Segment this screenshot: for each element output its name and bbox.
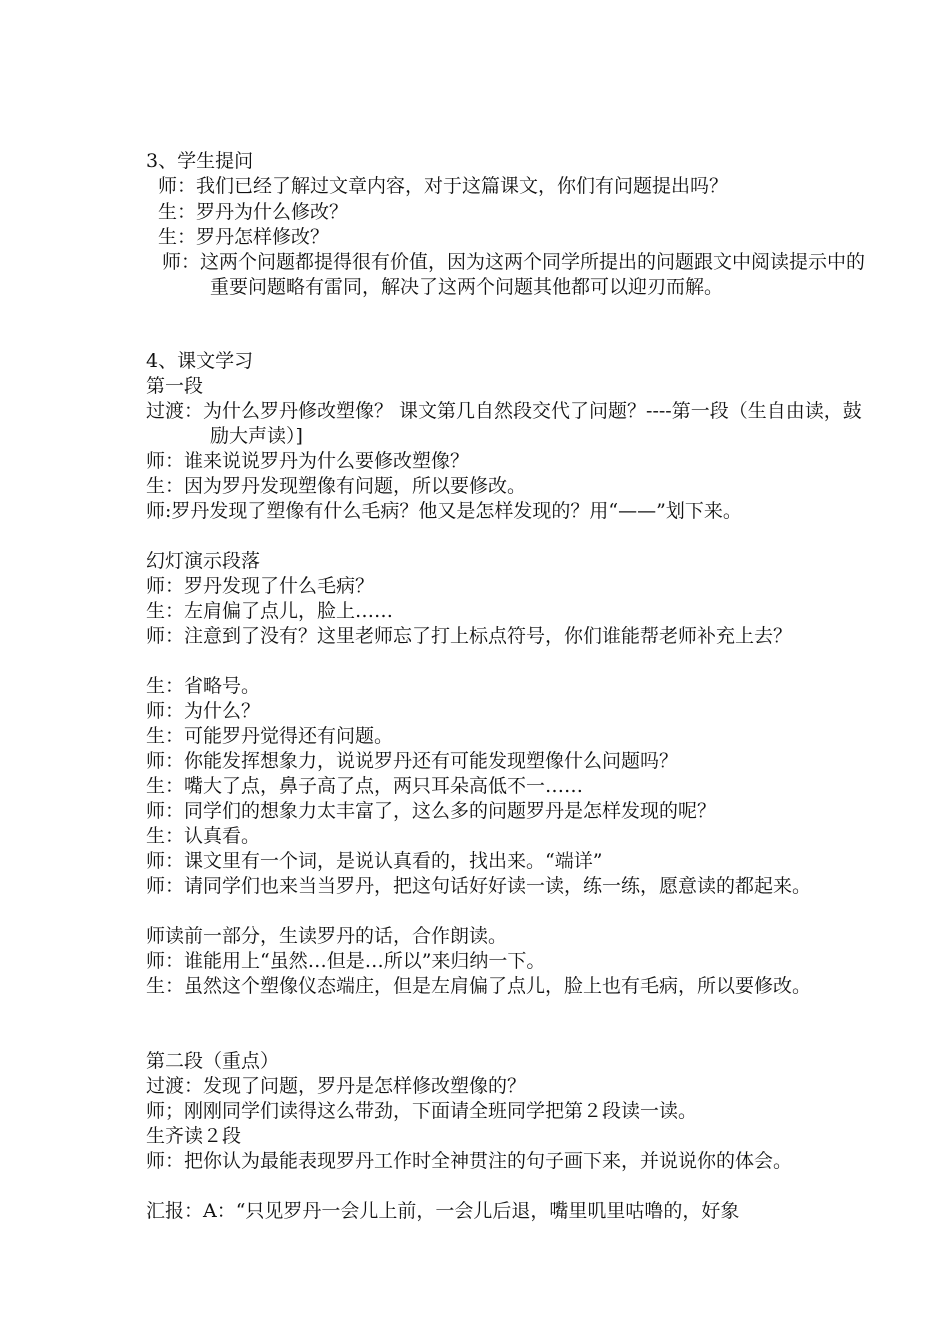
dialogue-line: 生齐读２段 bbox=[146, 1125, 242, 1147]
section-heading: 3、学生提问 bbox=[146, 150, 254, 172]
dialogue-line: 生：省略号。 bbox=[146, 675, 261, 697]
dialogue-line: 汇报：A：“只见罗丹一会儿上前，一会儿后退，嘴里叽里咕噜的，好象 bbox=[146, 1200, 740, 1222]
dialogue-line: 生：可能罗丹觉得还有问题。 bbox=[146, 725, 394, 747]
dialogue-line: 师:罗丹发现了塑像有什么毛病？他又是怎样发现的？用“——”划下来。 bbox=[146, 500, 742, 522]
dialogue-line: 师：这两个问题都提得很有价值，因为这两个同学所提出的问题跟文中阅读提示中的重要问题略有雷同，解决了这两个问题其他都可以迎刃而解。 bbox=[162, 251, 866, 298]
dialogue-line: 生：左肩偏了点儿，脸上…… bbox=[146, 600, 394, 622]
dialogue-line: 生：认真看。 bbox=[146, 825, 261, 847]
dialogue-line: 师：谁来说说罗丹为什么要修改塑像？ bbox=[146, 450, 470, 472]
dialogue-line: 师：课文里有一个词，是说认真看的，找出来。“端详” bbox=[146, 850, 603, 872]
dialogue-line: 师：同学们的想象力太丰富了，这么多的问题罗丹是怎样发现的呢？ bbox=[146, 800, 717, 822]
dialogue-line: 生：虽然这个塑像仪态端庄，但是左肩偏了点儿，脸上也有毛病，所以要修改。 bbox=[146, 975, 812, 997]
dialogue-line: 幻灯演示段落 bbox=[146, 550, 261, 572]
dialogue-line: 师：请同学们也来当当罗丹，把这句话好好读一读，练一练，愿意读的都起来。 bbox=[146, 875, 812, 897]
dialogue-line: 生：罗丹为什么修改？ bbox=[158, 201, 349, 223]
dialogue-line: 生：嘴大了点，鼻子高了点，两只耳朵高低不一…… bbox=[146, 775, 584, 797]
dialogue-line: 师：我们已经了解过文章内容，对于这篇课文，你们有问题提出吗？ bbox=[158, 175, 729, 197]
dialogue-line: 过渡：为什么罗丹修改塑像？ 课文第几自然段交代了问题？----第一段（生自由读，鼓励大声读）] bbox=[146, 400, 862, 447]
subsection-heading: 第一段 bbox=[146, 375, 204, 397]
dialogue-line: 过渡：发现了问题，罗丹是怎样修改塑像的？ bbox=[146, 1075, 527, 1097]
dialogue-line: 师：把你认为最能表现罗丹工作时全神贯注的句子画下来，并说说你的体会。 bbox=[146, 1150, 793, 1172]
dialogue-line: 师；刚刚同学们读得这么带劲，下面请全班同学把第２段读一读。 bbox=[146, 1100, 698, 1122]
dialogue-line: 师：谁能用上“虽然…但是…所以”来归纳一下。 bbox=[146, 950, 546, 972]
subsection-heading: 第二段（重点） bbox=[146, 1050, 280, 1072]
dialogue-line: 师：罗丹发现了什么毛病？ bbox=[146, 575, 375, 597]
dialogue-line: 师读前一部分，生读罗丹的话，合作朗读。 bbox=[146, 925, 508, 947]
dialogue-line: 师：为什么？ bbox=[146, 700, 261, 722]
section-heading: 4、课文学习 bbox=[146, 350, 254, 372]
dialogue-line: 生：因为罗丹发现塑像有问题，所以要修改。 bbox=[146, 475, 527, 497]
dialogue-line: 师：注意到了没有？这里老师忘了打上标点符号，你们谁能帮老师补充上去？ bbox=[146, 625, 793, 647]
dialogue-line: 生：罗丹怎样修改？ bbox=[158, 226, 330, 248]
dialogue-line: 师：你能发挥想象力，说说罗丹还有可能发现塑像什么问题吗？ bbox=[146, 750, 679, 772]
